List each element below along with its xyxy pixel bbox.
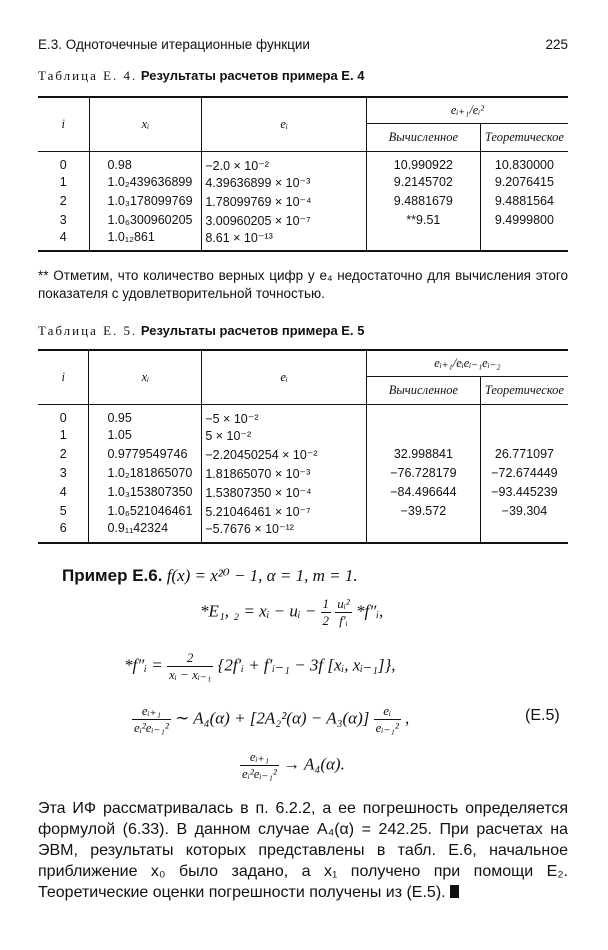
table4-label: Таблица Е. 4. [38,68,138,83]
table5-caption [38,323,364,339]
table5-header-e: eᵢ [202,350,367,404]
table4-header-i: i [61,116,65,131]
eq1-frac-den: f′ᵢ [339,613,348,628]
table5-cell-x: 1.0₆521046461 [89,502,202,521]
eq1-coef [321,596,332,629]
table4-cell-e: 3.00960205 × 10⁻⁷ [202,211,366,230]
table5-cell-theoretical [480,521,568,543]
table5-cell-x: 0.9₁₁42324 [89,521,202,543]
body-paragraph [38,798,568,903]
table5-cell-e: 5 × 10⁻² [202,426,367,445]
eq2-rhs: {2f′ᵢ + f′ᵢ₋₁ − 3f [xᵢ, xᵢ₋₁]}, [217,655,396,675]
table5-header-computed: Вычисленное [366,376,480,404]
table4-cell-e: 8.61 × 10⁻¹³ [202,230,366,251]
table5-cell-x: 0.95 [89,404,202,426]
table4-cell-x: 1.0₆300960205 [89,211,202,230]
table5-cell-theoretical [480,426,568,445]
eq2-lhs: *f″ᵢ = [124,655,163,675]
eq1-tail: *f″ᵢ, [356,601,384,621]
table4-cell-i: 0 [59,158,67,172]
table4-cell-computed: **9.51 [366,211,480,230]
table5-header-i: i [61,369,65,384]
table4-cell-e: 4.39636899 × 10⁻³ [202,173,366,192]
table5-cell-x: 0.9779549746 [89,445,202,464]
table5-row [38,502,568,521]
eq1-frac-num: uᵢ² [337,596,350,611]
table5-cell-computed: −39.572 [366,502,480,521]
eq1-frac [335,596,351,629]
eq4-frac-den: eᵢ²eᵢ₋₁² [242,766,277,781]
table5 [38,349,568,544]
eq3-frac-num: eᵢ₊₁ [132,703,171,720]
table5-cell-i: 2 [59,447,67,461]
example-statement: f(x) = x²⁰ − 1, α = 1, m = 1. [166,566,358,585]
table4-header-theoretical: Теоретическое [480,123,568,151]
table5-cell-computed [366,521,480,543]
table5-cell-e: 5.21046461 × 10⁻⁷ [202,502,367,521]
eq4-frac [240,749,279,782]
table5-cell-x: 1.0₃153807350 [89,483,202,502]
table5-header-theoretical: Теоретическое [480,376,568,404]
table4-cell-i: 4 [59,230,67,244]
eq3-frac2 [374,703,401,736]
table4-cell-computed: 9.4881679 [366,192,480,211]
eq1-lhs: *E₁, ₂ = xᵢ − uᵢ − [200,601,317,621]
table4-header-computed: Вычисленное [366,123,480,151]
table5-row [38,521,568,543]
table4-row [38,151,568,173]
running-head [38,37,568,52]
equation-4 [240,749,345,782]
table5-row [38,404,568,426]
table5-cell-x: 1.0₂181865070 [89,464,202,483]
eq3-tail: , [404,708,410,728]
table4-cell-theoretical: 9.4881564 [480,192,568,211]
table4-cell-theoretical: 9.2076415 [480,173,568,192]
eq4-frac-num: eᵢ₊₁ [240,749,279,766]
table4-cell-computed: 9.2145702 [366,173,480,192]
table5-header-group: eᵢ₊₁/eᵢeᵢ₋₁eᵢ₋₂ [366,350,568,376]
table5-cell-computed [366,426,480,445]
example-label: Пример Е.6. [62,566,163,585]
eq3-mid: ∼ A₄(α) + [2A₂²(α) − A₃(α)] [175,708,370,728]
table5-cell-e: 1.81865070 × 10⁻³ [202,464,367,483]
table4-cell-theoretical: 10.830000 [480,151,568,173]
table4-cell-i: 1 [59,175,67,189]
table5-cell-e: 1.53807350 × 10⁻⁴ [202,483,367,502]
table4-row [38,230,568,251]
eq1-coef-num: 1 [322,596,330,611]
table5-cell-computed: −76.728179 [366,464,480,483]
table5-cell-theoretical: 26.771097 [480,445,568,464]
eq2-frac-num: 2 [167,650,213,667]
table5-cell-theoretical [480,404,568,426]
table4-header-e: eᵢ [202,97,366,151]
table4-header-group: eᵢ₊₁/eᵢ² [366,97,568,123]
table4-cell-x: 1.0₁₂861 [89,230,202,251]
table4-cell-theoretical: 9.4999800 [480,211,568,230]
table5-cell-i: 4 [59,485,67,499]
table5-cell-i: 3 [59,466,67,480]
table4-cell-e: 1.78099769 × 10⁻⁴ [202,192,366,211]
table4-cell-i: 2 [59,194,67,208]
eq3-frac2-num: eᵢ [374,703,401,720]
eq2-frac-den: xᵢ − xᵢ₋₁ [168,667,212,682]
table4-cell-computed [366,230,480,251]
table5-cell-computed: −84.496644 [366,483,480,502]
page-number: 225 [545,37,568,52]
table4-row [38,192,568,211]
table5-cell-theoretical: −93.445239 [480,483,568,502]
table5-cell-e: −2.20450254 × 10⁻² [202,445,367,464]
table4-footnote: ** Отметим, что количество верных цифр у e₄ недостаточно для вычисления этого показателя с удовлетворительной точностью. [38,268,568,301]
table4-cell-x: 1.0₃178099769 [89,192,202,211]
eq2-frac [167,650,213,683]
equation-1 [200,596,383,629]
eq3-frac2-den: eᵢ₋₁² [375,720,399,735]
table5-cell-x: 1.05 [89,426,202,445]
table5-cell-theoretical: −72.674449 [480,464,568,483]
table5-cell-theoretical: −39.304 [480,502,568,521]
table5-row [38,445,568,464]
table5-cell-i: 5 [59,504,67,518]
table5-cell-e: −5.7676 × 10⁻¹² [202,521,367,543]
eq3-frac-den: eᵢ²eᵢ₋₁² [134,720,169,735]
table5-cell-i: 1 [59,428,67,442]
example-heading [62,566,358,586]
section-title: Е.3. Одноточечные итерационные функции [38,37,310,52]
paragraph-text: Эта ИФ рассматривалась в п. 6.2.2, а ее погрешность определяется формулой (6.33). В данном случае A₄(α) = 242.25. При расчетах на ЭВМ, результаты которых представлены в табл. Е.6, начальное приближение x₀ было задано, а x₁ получено при помощи E₂. Теоретические оценки погрешности получены из (Е.5). [38,800,568,901]
table4-cell-x: 1.0₂439636899 [89,173,202,192]
table5-cell-i: 0 [59,411,67,425]
end-of-proof-mark [450,885,459,898]
table4-row [38,211,568,230]
table5-label: Таблица Е. 5. [38,323,138,338]
table4-caption [38,68,364,84]
table4 [38,96,568,252]
table4-cell-i: 3 [59,213,67,227]
table5-cell-computed: 32.998841 [366,445,480,464]
table4-title: Результаты расчетов примера Е. 4 [140,68,365,83]
table4-cell-theoretical [480,230,568,251]
table5-row [38,426,568,445]
equation-number: (Е.5) [525,707,560,724]
table4-row [38,173,568,192]
table4-cell-x: 0.98 [89,151,202,173]
equation-3 [132,703,409,736]
table4-header-x: xᵢ [89,97,202,151]
eq4-tail: → A₄(α). [283,754,345,774]
table5-row [38,483,568,502]
table5-cell-e: −5 × 10⁻² [202,404,367,426]
eq3-frac [132,703,171,736]
eq1-coef-den: 2 [322,613,330,628]
table5-title: Результаты расчетов примера Е. 5 [140,323,365,338]
table5-header-x: xᵢ [89,350,202,404]
table5-row [38,464,568,483]
table5-cell-i: 6 [59,521,67,535]
equation-2 [124,650,396,683]
table5-cell-computed [366,404,480,426]
table4-cell-e: −2.0 × 10⁻² [202,151,366,173]
table4-cell-computed: 10.990922 [366,151,480,173]
